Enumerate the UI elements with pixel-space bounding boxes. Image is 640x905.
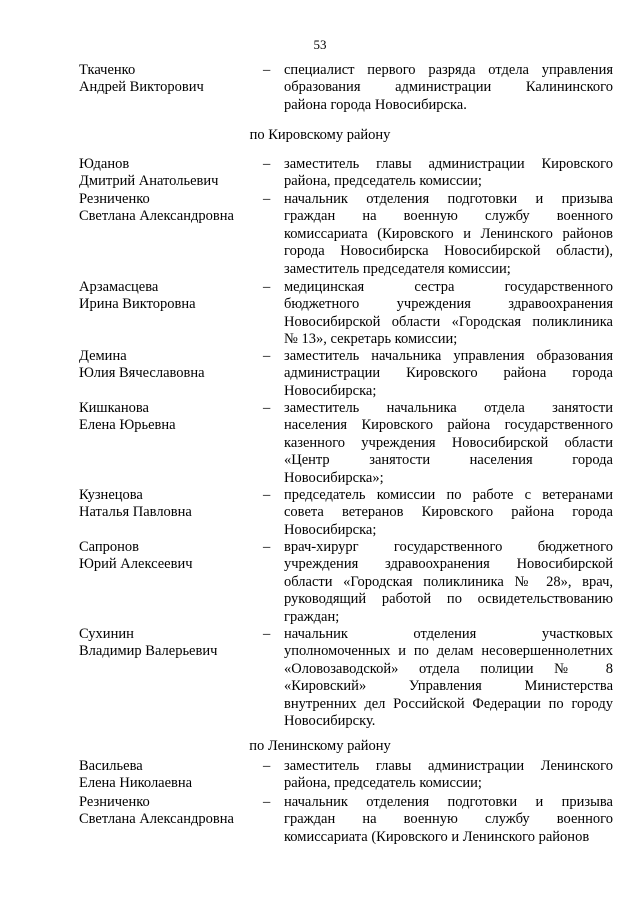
dash-separator: – <box>263 758 271 774</box>
member-name <box>79 156 259 191</box>
surname: Васильева <box>79 758 143 774</box>
given-names: Юрий Алексеевич <box>79 556 193 573</box>
member-name <box>79 539 259 574</box>
member-role <box>284 156 613 191</box>
member-role <box>284 62 613 114</box>
role-line: руководящий работой по освидетельствованию <box>284 591 613 608</box>
section-heading-kirov: по Кировскому району <box>249 127 391 143</box>
member-name <box>79 794 259 829</box>
member-name <box>79 626 259 661</box>
member-role <box>284 758 613 793</box>
role-line: области «Городская поликлиника № 28», врач, <box>284 573 613 590</box>
surname: Сапронов <box>79 539 140 555</box>
role-line: заместитель начальника отдела занятости <box>284 400 613 416</box>
surname: Демина <box>79 348 127 364</box>
surname: Резниченко <box>79 191 150 207</box>
member-name <box>79 348 259 383</box>
role-line: «Кировский» Управления Министерства <box>284 678 613 695</box>
section-heading-lenin: по Ленинскому району <box>249 738 391 754</box>
page-number: 53 <box>313 37 327 52</box>
given-names: Светлана Александровна <box>79 811 234 828</box>
role-line: граждан на военную службу военного <box>284 208 613 225</box>
role-line: начальник отделения подготовки и призыва <box>284 191 613 207</box>
role-line: города Новосибирска Новосибирской области), <box>284 243 613 260</box>
dash-separator: – <box>263 279 271 295</box>
dash-separator: – <box>263 156 271 172</box>
member-name <box>79 487 259 522</box>
role-line: населения Кировского района государственного <box>284 417 613 434</box>
role-line: граждан; <box>284 608 340 625</box>
role-line: председатель комиссии по работе с ветеранами <box>284 487 613 503</box>
role-line: района, председатель комиссии; <box>284 173 482 190</box>
role-line: № 13», секретарь комиссии; <box>284 331 458 348</box>
role-line: Новосибирска»; <box>284 469 384 486</box>
member-role <box>284 626 613 730</box>
member-name <box>79 279 259 314</box>
given-names: Елена Николаевна <box>79 775 193 792</box>
member-role <box>284 279 613 349</box>
member-role <box>284 539 613 626</box>
member-role <box>284 487 613 539</box>
role-line: «Оловозаводской» отдела полиции № 8 <box>284 660 613 677</box>
role-line: внутренних дел Российской Федерации по городу <box>284 695 613 712</box>
surname: Юданов <box>79 156 130 172</box>
dash-separator: – <box>263 348 271 364</box>
given-names: Андрей Викторович <box>79 79 204 96</box>
member-name <box>79 62 259 97</box>
member-name <box>79 191 259 226</box>
member-name <box>79 400 259 435</box>
role-line: учреждения здравоохранения Новосибирской <box>284 556 613 573</box>
member-role <box>284 400 613 487</box>
given-names: Дмитрий Анатольевич <box>79 173 219 190</box>
surname: Кишканова <box>79 400 149 416</box>
role-line: граждан на военную службу военного <box>284 811 613 828</box>
role-line: начальник отделения участковых <box>284 626 613 642</box>
dash-separator: – <box>263 487 271 503</box>
role-line: уполномоченных и по делам несовершеннолетних <box>284 643 613 660</box>
surname: Кузнецова <box>79 487 143 503</box>
role-line: совета ветеранов Кировского района города <box>284 504 613 521</box>
role-line: заместитель главы администрации Ленинского <box>284 758 613 774</box>
member-role <box>284 191 613 278</box>
role-line: комиссариата (Кировского и Ленинского районов <box>284 828 590 845</box>
role-line: «Центр занятости населения города <box>284 452 613 469</box>
role-line: Новосибирску. <box>284 713 376 730</box>
dash-separator: – <box>263 794 271 810</box>
role-line: района, председатель комиссии; <box>284 775 482 792</box>
role-line: Новосибирской области «Городская поликлиника <box>284 313 613 330</box>
given-names: Юлия Вячеславовна <box>79 365 205 382</box>
role-line: образования администрации Калининского <box>284 79 613 96</box>
surname: Резниченко <box>79 794 150 810</box>
dash-separator: – <box>263 539 271 555</box>
surname: Сухинин <box>79 626 134 642</box>
role-line: врач-хирург государственного бюджетного <box>284 539 613 555</box>
role-line: начальник отделения подготовки и призыва <box>284 794 613 810</box>
role-line: бюджетного учреждения здравоохранения <box>284 296 613 313</box>
role-line: Новосибирска; <box>284 521 377 538</box>
role-line: заместитель председателя комиссии; <box>284 260 511 277</box>
role-line: специалист первого разряда отдела управления <box>284 62 613 78</box>
surname: Ткаченко <box>79 62 136 78</box>
role-line: казенного учреждения Новосибирской области <box>284 434 613 451</box>
role-line: заместитель главы администрации Кировского <box>284 156 613 172</box>
role-line: Новосибирска; <box>284 382 377 399</box>
dash-separator: – <box>263 191 271 207</box>
role-line: заместитель начальника управления образования <box>284 348 613 364</box>
given-names: Светлана Александровна <box>79 208 234 225</box>
member-role <box>284 794 613 846</box>
dash-separator: – <box>263 400 271 416</box>
given-names: Владимир Валерьевич <box>79 643 218 660</box>
member-name <box>79 758 259 793</box>
given-names: Елена Юрьевна <box>79 417 176 434</box>
role-line: района города Новосибирска. <box>284 96 467 113</box>
member-role <box>284 348 613 400</box>
given-names: Наталья Павловна <box>79 504 192 521</box>
surname: Арзамасцева <box>79 279 159 295</box>
role-line: комиссариата (Кировского и Ленинского районов <box>284 225 613 242</box>
role-line: администрации Кировского района города <box>284 365 613 382</box>
dash-separator: – <box>263 626 271 642</box>
role-line: медицинская сестра государственного <box>284 279 613 295</box>
given-names: Ирина Викторовна <box>79 296 196 313</box>
dash-separator: – <box>263 62 271 78</box>
